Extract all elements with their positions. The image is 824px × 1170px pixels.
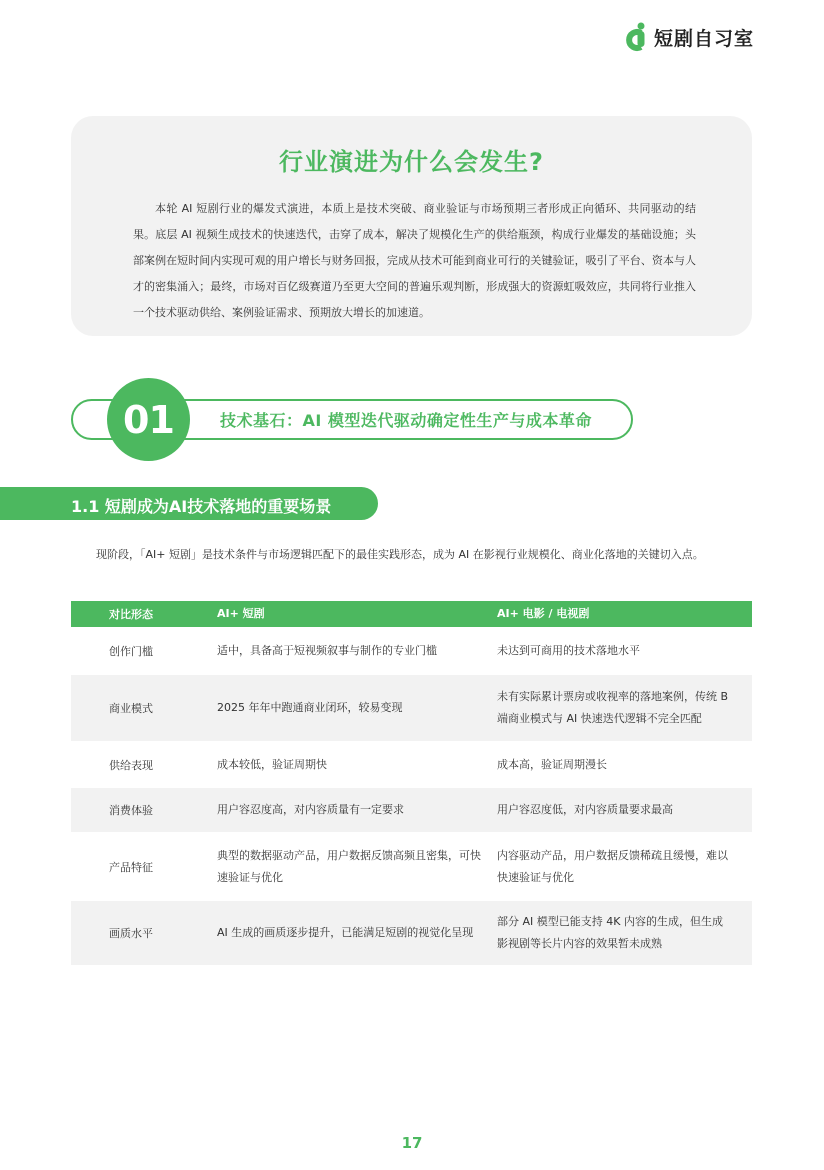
table-cell: AI 生成的画质逐步提升，已能满足短剧的视觉化呈现	[217, 926, 474, 939]
table-header-row	[71, 601, 752, 627]
table-cell: 产品特征	[109, 860, 153, 874]
section-lead: 现阶段，「AI+ 短剧」是技术条件与市场逻辑匹配下的最佳实践形态，成为 AI 在影视行业规模化、商业化落地的关键切入点。	[96, 548, 704, 561]
table-cell: 成本高，验证周期漫长	[497, 757, 607, 771]
chapter-number: 01	[123, 397, 174, 442]
section-title: 1.1 短剧成为AI技术落地的重要场景	[71, 497, 332, 516]
table-cell: 内容驱动产品，用户数据反馈稀疏且缓慢，难以快速验证与优化	[497, 848, 728, 884]
table-cell: 典型的数据驱动产品，用户数据反馈高频且密集，可快速验证与优化	[217, 848, 481, 884]
intro-title: 行业演进为什么会发生?	[279, 148, 544, 176]
table-row	[71, 675, 752, 741]
brand-logo-icon	[624, 22, 648, 52]
table-header-cell: AI+ 电影 / 电视剧	[497, 607, 590, 620]
table-row	[71, 901, 752, 965]
table-cell: 用户容忍度低，对内容质量要求最高	[497, 803, 673, 816]
table-cell: 未达到可商用的技术落地水平	[497, 644, 640, 657]
table-row	[71, 788, 752, 832]
table-row	[71, 627, 752, 675]
chapter-number-badge	[107, 378, 190, 461]
table-cell: 创作门槛	[109, 645, 153, 658]
table-header-cell: 对比形态	[109, 608, 153, 621]
table-cell: 供给表现	[109, 758, 153, 772]
chapter-title: 技术基石：AI 模型迭代驱动确定性生产与成本革命	[220, 411, 592, 430]
table-row	[71, 832, 752, 901]
intro-box	[71, 116, 752, 336]
section-heading-bar	[0, 487, 378, 520]
intro-body: 本轮 AI 短剧行业的爆发式演进，本质上是技术突破、商业验证与市场预期三者形成正向循环、共同驱动的结果。底层 AI 视频生成技术的快速迭代，击穿了成本，解决了规模化生产的供给瓶颈，构成行业爆发的基础设施；头部案例在短时间内实现可观的用户增长与财务回报，完成从技术可能到商业可行的关键验证，吸引了平台、资本与人才的密集涌入；最终，市场对百亿级赛道乃至更大空间的普遍乐观判断，形成强大的资源虹吸效应，共同将行业推入一个技术驱动供给、案例验证需求、预期放大增长的加速道。	[133, 202, 696, 319]
table-cell: 成本较低，验证周期快	[217, 757, 327, 771]
table-cell: 商业模式	[109, 702, 153, 715]
table-cell: 适中，具备高于短视频叙事与制作的专业门槛	[217, 644, 437, 657]
table-cell: 画质水平	[109, 927, 153, 940]
page-number: 17	[401, 1134, 423, 1152]
brand-name: 短剧自习室	[653, 27, 754, 50]
brand-logo	[624, 22, 754, 52]
table-row	[71, 741, 752, 788]
comparison-table	[71, 601, 752, 965]
table-cell: 2025 年年中跑通商业闭环，较易变现	[217, 701, 403, 714]
table-cell: 未有实际累计票房或收视率的落地案例，传统 B 端商业模式与 AI 快速迭代逻辑不完全匹配	[497, 690, 729, 725]
table-cell: 部分 AI 模型已能支持 4K 内容的生成，但生成影视剧等长片内容的效果暂未成熟	[497, 915, 723, 950]
table-cell: 用户容忍度高，对内容质量有一定要求	[217, 803, 404, 816]
table-header-cell: AI+ 短剧	[217, 607, 265, 620]
table-cell: 消费体验	[109, 804, 153, 817]
